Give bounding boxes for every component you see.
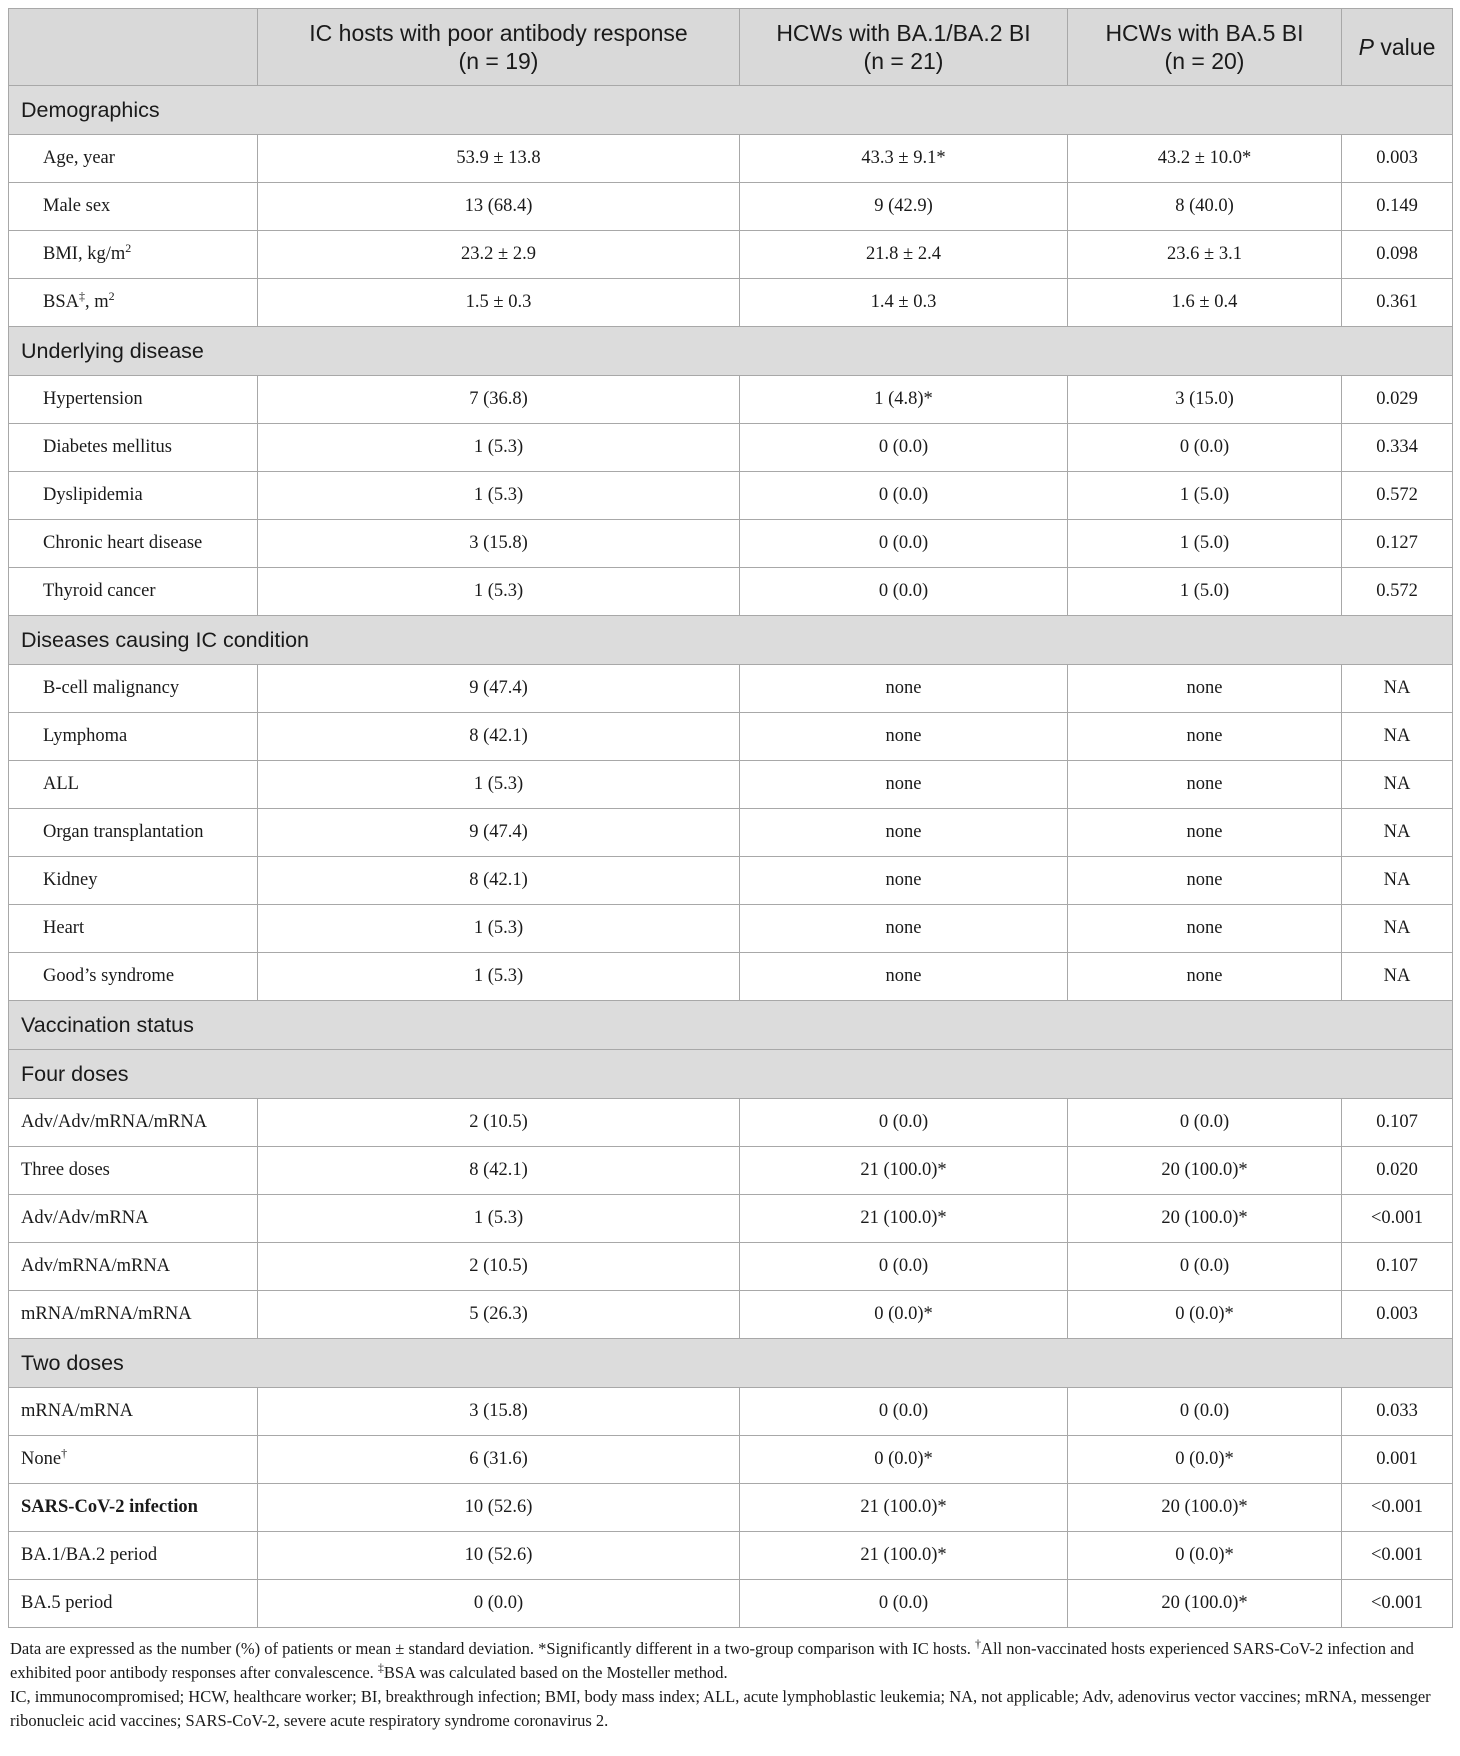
hcw-ba12-value: 0 (0.0): [740, 1580, 1068, 1628]
hcw-ba5-value: 0 (0.0)*: [1068, 1291, 1342, 1339]
header-label-cell: [9, 9, 258, 86]
ic-hosts-value: 9 (47.4): [258, 809, 740, 857]
hcw-ba5-value: none: [1068, 953, 1342, 1001]
ic-hosts-value: 1 (5.3): [258, 905, 740, 953]
row-label: mRNA/mRNA/mRNA: [9, 1291, 258, 1339]
p-value: 0.127: [1342, 520, 1453, 568]
header-row: [9, 9, 1453, 86]
table-row: [9, 231, 1453, 279]
row-label: ALL: [9, 761, 258, 809]
hcw-ba12-value: 0 (0.0): [740, 1099, 1068, 1147]
table-row: [9, 1291, 1453, 1339]
row-label: Male sex: [9, 183, 258, 231]
p-value: NA: [1342, 761, 1453, 809]
hcw-ba12-value: 0 (0.0)*: [740, 1291, 1068, 1339]
row-label: Adv/mRNA/mRNA: [9, 1243, 258, 1291]
hcw-ba12-value: 43.3 ± 9.1*: [740, 135, 1068, 183]
p-value: 0.029: [1342, 376, 1453, 424]
ic-hosts-value: 1 (5.3): [258, 472, 740, 520]
p-value: 0.001: [1342, 1436, 1453, 1484]
hcw-ba5-value: 8 (40.0): [1068, 183, 1342, 231]
p-value: 0.107: [1342, 1099, 1453, 1147]
section-header-row: [9, 616, 1453, 665]
table-row: [9, 665, 1453, 713]
row-label: BSA‡, $m^2$: [9, 279, 258, 327]
row-label: mRNA/mRNA: [9, 1388, 258, 1436]
hcw-ba12-value: 0 (0.0): [740, 520, 1068, 568]
ic-hosts-value: 3 (15.8): [258, 520, 740, 568]
ic-hosts-value: 3 (15.8): [258, 1388, 740, 1436]
row-label: BA.1/BA.2 period: [9, 1532, 258, 1580]
hcw-ba5-value: 20 (100.0)*: [1068, 1147, 1342, 1195]
p-value: <0.001: [1342, 1580, 1453, 1628]
hcw-ba5-value: 0 (0.0)*: [1068, 1532, 1342, 1580]
hcw-ba5-value: 0 (0.0): [1068, 1099, 1342, 1147]
p-value: 0.098: [1342, 231, 1453, 279]
ic-hosts-value: 8 (42.1): [258, 1147, 740, 1195]
hcw-ba5-value: none: [1068, 905, 1342, 953]
table-row: [9, 424, 1453, 472]
row-label: Good’s syndrome: [9, 953, 258, 1001]
table-row: [9, 761, 1453, 809]
section-title: Demographics: [9, 86, 1453, 135]
table-row: [9, 568, 1453, 616]
row-label: SARS-CoV-2 infection: [9, 1484, 258, 1532]
p-value: NA: [1342, 809, 1453, 857]
ic-hosts-value: 2 (10.5): [258, 1243, 740, 1291]
row-label: Lymphoma: [9, 713, 258, 761]
section-title: Two doses: [9, 1339, 1453, 1388]
hcw-ba12-value: 21 (100.0)*: [740, 1484, 1068, 1532]
p-value: NA: [1342, 857, 1453, 905]
header-hcw-ba12: HCWs with BA.1/BA.2 BI (n = 21): [740, 9, 1068, 86]
table-row: [9, 183, 1453, 231]
p-value: 0.107: [1342, 1243, 1453, 1291]
table-row: [9, 809, 1453, 857]
hcw-ba12-value: 0 (0.0): [740, 472, 1068, 520]
hcw-ba12-value: 1 (4.8)*: [740, 376, 1068, 424]
p-value: 0.334: [1342, 424, 1453, 472]
p-value: <0.001: [1342, 1484, 1453, 1532]
ic-hosts-value: 8 (42.1): [258, 857, 740, 905]
hcw-ba5-value: 20 (100.0)*: [1068, 1580, 1342, 1628]
table-footnotes: [8, 1637, 1452, 1733]
hcw-ba5-value: 1 (5.0): [1068, 520, 1342, 568]
hcw-ba12-value: 21 (100.0)*: [740, 1195, 1068, 1243]
table-row: [9, 1099, 1453, 1147]
ic-hosts-value: 6 (31.6): [258, 1436, 740, 1484]
p-value: 0.572: [1342, 568, 1453, 616]
ic-hosts-value: 9 (47.4): [258, 665, 740, 713]
row-label: Chronic heart disease: [9, 520, 258, 568]
row-label: None†: [9, 1436, 258, 1484]
row-label: Heart: [9, 905, 258, 953]
hcw-ba12-value: none: [740, 809, 1068, 857]
table-row: [9, 1388, 1453, 1436]
table-row: [9, 1484, 1453, 1532]
p-value: 0.149: [1342, 183, 1453, 231]
section-header-row: [9, 1001, 1453, 1050]
table-row: [9, 1580, 1453, 1628]
ic-hosts-value: 13 (68.4): [258, 183, 740, 231]
table-row: [9, 1243, 1453, 1291]
hcw-ba5-value: 20 (100.0)*: [1068, 1484, 1342, 1532]
table-row: [9, 279, 1453, 327]
table-row: [9, 376, 1453, 424]
footnote-definitions: Data are expressed as the number (%) of patients or mean ± standard deviation. *Significantly different in a two-group comparison with IC hosts. †All non-vaccinated hosts experienced SARS-CoV-2 infection and exhibited poor antibody responses after convalescence. ‡BSA was calculated based on the Mosteller method.: [10, 1636, 1414, 1682]
hcw-ba12-value: 21 (100.0)*: [740, 1532, 1068, 1580]
ic-hosts-value: 1 (5.3): [258, 761, 740, 809]
hcw-ba5-value: 0 (0.0)*: [1068, 1436, 1342, 1484]
section-header-row: [9, 1050, 1453, 1099]
p-value: NA: [1342, 905, 1453, 953]
p-value: 0.361: [1342, 279, 1453, 327]
ic-hosts-value: 1 (5.3): [258, 568, 740, 616]
ic-hosts-value: 1 (5.3): [258, 424, 740, 472]
hcw-ba12-value: none: [740, 713, 1068, 761]
hcw-ba5-value: 0 (0.0): [1068, 424, 1342, 472]
table-row: [9, 1195, 1453, 1243]
hcw-ba12-value: 21.8 ± 2.4: [740, 231, 1068, 279]
hcw-ba5-value: 0 (0.0): [1068, 1388, 1342, 1436]
p-value: 0.572: [1342, 472, 1453, 520]
table-row: [9, 520, 1453, 568]
table-row: [9, 857, 1453, 905]
p-value: 0.033: [1342, 1388, 1453, 1436]
section-title: Four doses: [9, 1050, 1453, 1099]
hcw-ba12-value: none: [740, 905, 1068, 953]
section-header-row: [9, 327, 1453, 376]
hcw-ba12-value: none: [740, 857, 1068, 905]
p-value: 0.020: [1342, 1147, 1453, 1195]
hcw-ba12-value: none: [740, 761, 1068, 809]
row-label: Age, year: [9, 135, 258, 183]
ic-hosts-value: 7 (36.8): [258, 376, 740, 424]
table-body: [9, 86, 1453, 1628]
row-label: Hypertension: [9, 376, 258, 424]
ic-hosts-value: 0 (0.0): [258, 1580, 740, 1628]
section-header-row: [9, 1339, 1453, 1388]
ic-hosts-value: 10 (52.6): [258, 1484, 740, 1532]
hcw-ba5-value: 1 (5.0): [1068, 568, 1342, 616]
footnote-abbreviations: IC, immunocompromised; HCW, healthcare worker; BI, breakthrough infection; BMI, body mass index; ALL, acute lymphoblastic leukemia; NA, not applicable; Adv, adenovirus vector vaccines; mRNA, messenger ribonucleic acid vaccines; SARS-CoV-2, severe acute respiratory syndrome coronavirus 2.: [10, 1687, 1431, 1730]
hcw-ba12-value: 0 (0.0)*: [740, 1436, 1068, 1484]
hcw-ba12-value: 0 (0.0): [740, 1388, 1068, 1436]
hcw-ba5-value: 1.6 ± 0.4: [1068, 279, 1342, 327]
row-label: Adv/Adv/mRNA/mRNA: [9, 1099, 258, 1147]
row-label: Thyroid cancer: [9, 568, 258, 616]
ic-hosts-value: 5 (26.3): [258, 1291, 740, 1339]
hcw-ba12-value: 9 (42.9): [740, 183, 1068, 231]
row-label: BA.5 period: [9, 1580, 258, 1628]
p-value: 0.003: [1342, 1291, 1453, 1339]
hcw-ba5-value: 20 (100.0)*: [1068, 1195, 1342, 1243]
section-header-row: [9, 86, 1453, 135]
hcw-ba5-value: 1 (5.0): [1068, 472, 1342, 520]
p-value: NA: [1342, 665, 1453, 713]
hcw-ba5-value: none: [1068, 761, 1342, 809]
ic-hosts-value: 23.2 ± 2.9: [258, 231, 740, 279]
row-label: B-cell malignancy: [9, 665, 258, 713]
hcw-ba5-value: none: [1068, 809, 1342, 857]
table-row: [9, 1532, 1453, 1580]
row-label: Organ transplantation: [9, 809, 258, 857]
section-title: Diseases causing IC condition: [9, 616, 1453, 665]
table-row: [9, 135, 1453, 183]
ic-hosts-value: 8 (42.1): [258, 713, 740, 761]
row-label: Three doses: [9, 1147, 258, 1195]
hcw-ba5-value: 23.6 ± 3.1: [1068, 231, 1342, 279]
hcw-ba5-value: 43.2 ± 10.0*: [1068, 135, 1342, 183]
row-label: Kidney: [9, 857, 258, 905]
row-label: BMI, $kg/m^2$: [9, 231, 258, 279]
p-value: <0.001: [1342, 1532, 1453, 1580]
hcw-ba5-value: none: [1068, 857, 1342, 905]
header-ic-hosts: IC hosts with poor antibody response (n = 19): [258, 9, 740, 86]
hcw-ba12-value: 0 (0.0): [740, 568, 1068, 616]
ic-hosts-value: 10 (52.6): [258, 1532, 740, 1580]
table-row: [9, 1436, 1453, 1484]
p-value: NA: [1342, 953, 1453, 1001]
ic-hosts-value: 2 (10.5): [258, 1099, 740, 1147]
table-row: [9, 905, 1453, 953]
hcw-ba12-value: none: [740, 665, 1068, 713]
p-value: <0.001: [1342, 1195, 1453, 1243]
hcw-ba5-value: none: [1068, 713, 1342, 761]
ic-hosts-value: 1 (5.3): [258, 953, 740, 1001]
header-hcw-ba5: HCWs with BA.5 BI (n = 20): [1068, 9, 1342, 86]
ic-hosts-value: 1 (5.3): [258, 1195, 740, 1243]
p-value: NA: [1342, 713, 1453, 761]
hcw-ba12-value: 0 (0.0): [740, 1243, 1068, 1291]
table-row: [9, 713, 1453, 761]
row-label: Dyslipidemia: [9, 472, 258, 520]
table-row: [9, 1147, 1453, 1195]
header-p-value: P value: [1342, 9, 1453, 86]
table-row: [9, 953, 1453, 1001]
row-label: Adv/Adv/mRNA: [9, 1195, 258, 1243]
row-label: Diabetes mellitus: [9, 424, 258, 472]
hcw-ba5-value: 0 (0.0): [1068, 1243, 1342, 1291]
ic-hosts-value: 53.9 ± 13.8: [258, 135, 740, 183]
ic-hosts-value: 1.5 ± 0.3: [258, 279, 740, 327]
hcw-ba12-value: 1.4 ± 0.3: [740, 279, 1068, 327]
p-value: 0.003: [1342, 135, 1453, 183]
hcw-ba12-value: 21 (100.0)*: [740, 1147, 1068, 1195]
section-title: Vaccination status: [9, 1001, 1453, 1050]
table-row: [9, 472, 1453, 520]
hcw-ba5-value: 3 (15.0): [1068, 376, 1342, 424]
table-container: [8, 8, 1452, 1733]
characteristics-table: [8, 8, 1453, 1628]
section-title: Underlying disease: [9, 327, 1453, 376]
hcw-ba12-value: none: [740, 953, 1068, 1001]
hcw-ba5-value: none: [1068, 665, 1342, 713]
hcw-ba12-value: 0 (0.0): [740, 424, 1068, 472]
